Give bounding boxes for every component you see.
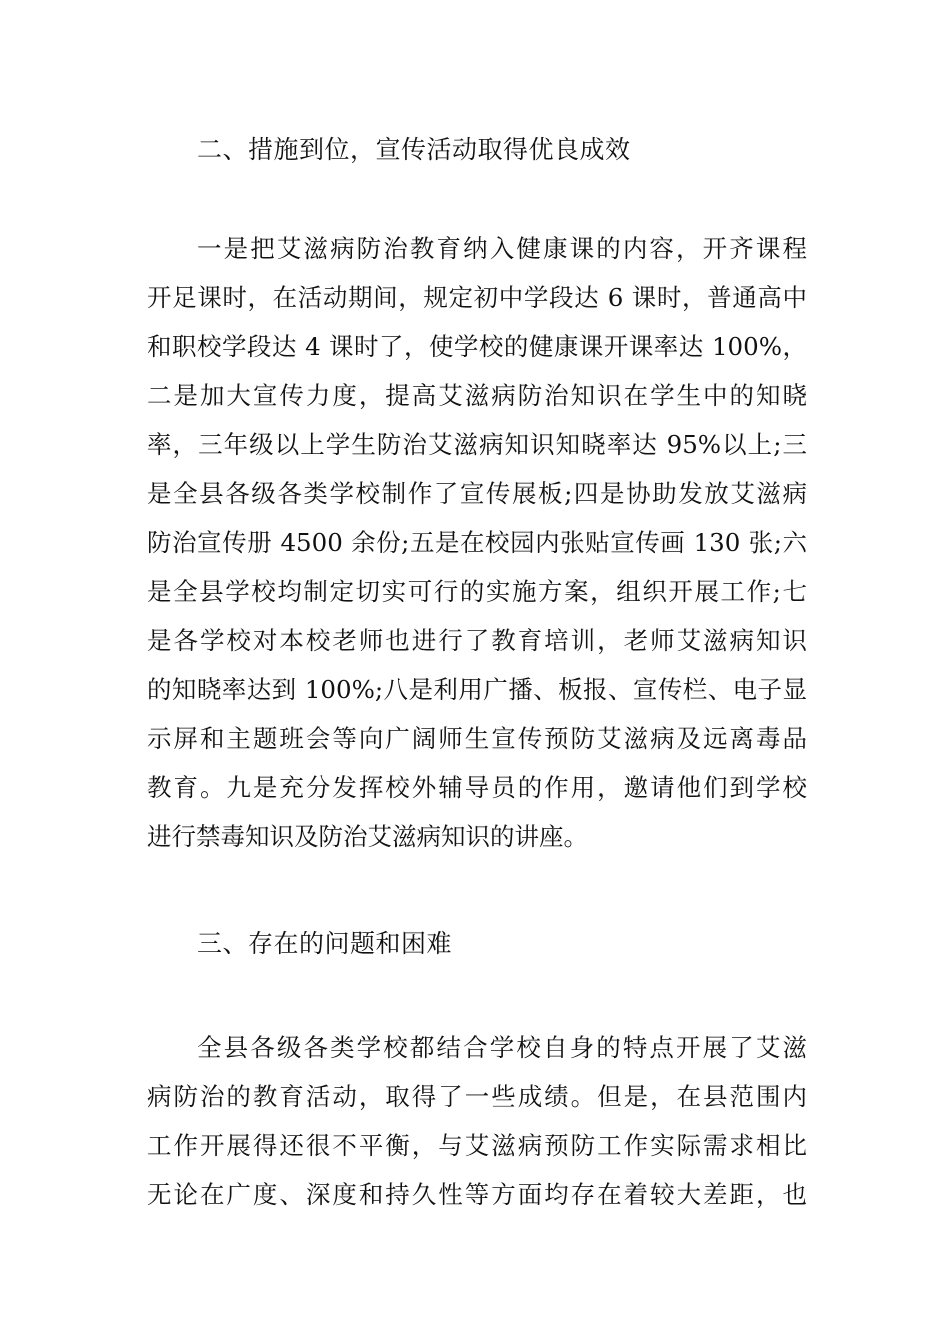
paragraph-line: 一是把艾滋病防治教育纳入健康课的内容，开齐课程	[197, 234, 807, 263]
section-heading-measures: 二、措施到位，宣传活动取得优良成效	[197, 135, 631, 164]
paragraph-line: 防治宣传册 4500 余份;五是在校园内张贴宣传画 130 张;六	[147, 528, 807, 557]
paragraph-line: 教育。九是充分发挥校外辅导员的作用，邀请他们到学校	[147, 773, 807, 802]
paragraph-line: 开足课时，在活动期间，规定初中学段达 6 课时，普通高中	[147, 283, 807, 312]
paragraph-measures	[147, 224, 807, 861]
paragraph-line: 进行禁毒知识及防治艾滋病知识的讲座。	[147, 822, 588, 851]
paragraph-problems	[147, 1023, 807, 1219]
paragraph-line: 示屏和主题班会等向广阔师生宣传预防艾滋病及远离毒品	[147, 724, 807, 753]
paragraph-line: 病防治的教育活动，取得了一些成绩。但是，在县范围内	[147, 1082, 807, 1111]
paragraph-line: 无论在广度、深度和持久性等方面均存在着较大差距，也	[147, 1180, 807, 1209]
paragraph-line: 和职校学段达 4 课时了，使学校的健康课开课率达 100%，	[147, 332, 807, 361]
paragraph-line: 工作开展得还很不平衡，与艾滋病预防工作实际需求相比	[147, 1131, 807, 1160]
paragraph-line: 的知晓率达到 100%;八是利用广播、板报、宣传栏、电子显	[147, 675, 807, 704]
paragraph-line: 率，三年级以上学生防治艾滋病知识知晓率达 95%以上;三	[147, 430, 807, 459]
paragraph-line: 是全县学校均制定切实可行的实施方案，组织开展工作;七	[147, 577, 807, 606]
paragraph-line: 全县各级各类学校都结合学校自身的特点开展了艾滋	[197, 1033, 807, 1062]
paragraph-line: 二是加大宣传力度，提高艾滋病防治知识在学生中的知晓	[147, 381, 807, 410]
section-heading-problems: 三、存在的问题和困难	[197, 929, 453, 958]
paragraph-line: 是各学校对本校老师也进行了教育培训，老师艾滋病知识	[147, 626, 807, 655]
paragraph-line: 是全县各级各类学校制作了宣传展板;四是协助发放艾滋病	[147, 479, 807, 508]
